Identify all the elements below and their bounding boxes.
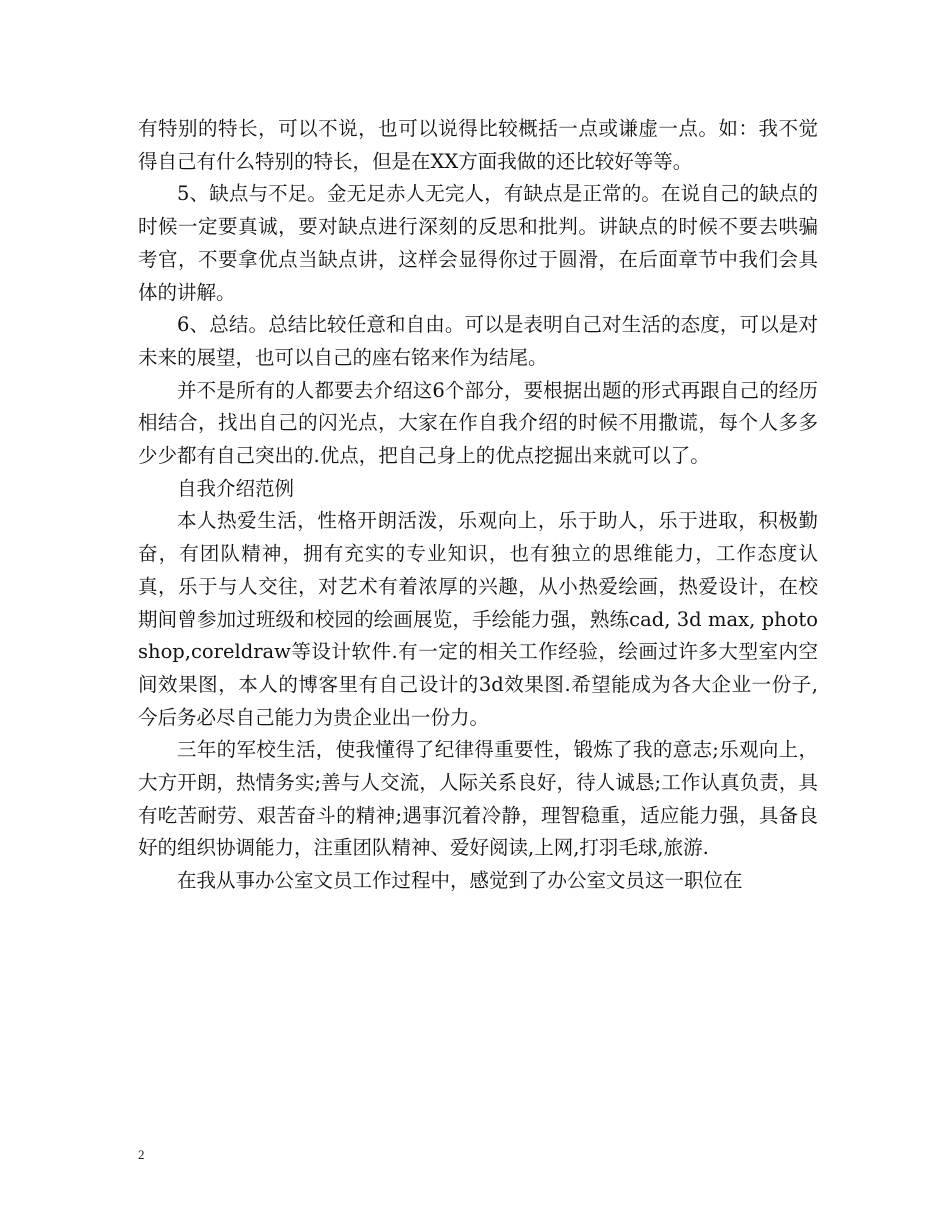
paragraph-summary: 6、总结。总结比较任意和自由。可以是表明自己对生活的态度，可以是对未来的展望，也可以自己的座右铭来作为结尾。 bbox=[138, 313, 818, 369]
document-body bbox=[138, 113, 818, 898]
paragraph-example-3: 在我从事办公室文员工作过程中，感觉到了办公室文员这一职位在 bbox=[177, 869, 743, 893]
paragraph-example-1: 本人热爱生活，性格开朗活泼，乐观向上，乐于助人，乐于进取，积极勤奋，有团队精神，拥有充实的专业知识，也有独立的思维能力，工作态度认真，乐于与人交往，对艺术有着浓厚的兴趣，从小热爱绘画，热爱设计，在校期间曾参加过班级和校园的绘画展览，手绘能力强，熟练cad, 3d max, photoshop,coreldraw等设计软件.有一定的相关工作经验，绘画过许多大型室内空间效果图，本人的博客里有自己设计的3d效果图.希望能成为各大企业一份子,今后务必尽自己能力为贵企业出一份力。 bbox=[138, 509, 818, 729]
paragraph-not-all-parts: 并不是所有的人都要去介绍这6个部分，要根据出题的形式再跟自己的经历相结合，找出自己的闪光点，大家在作自我介绍的时候不用撒谎，每个人多多少少都有自己突出的.优点，把自己身上的优点挖掘出来就可以了。 bbox=[138, 378, 818, 468]
paragraph-shortcomings: 5、缺点与不足。金无足赤人无完人，有缺点是正常的。在说自己的缺点的时候一定要真诚，要对缺点进行深刻的反思和批判。讲缺点的时候不要去哄骗考官，不要拿优点当缺点讲，这样会显得你过于圆滑，在后面章节中我们会具体的讲解。 bbox=[138, 182, 818, 304]
section-heading-examples: 自我介绍范例 bbox=[177, 476, 295, 500]
paragraph-example-2: 三年的军校生活，使我懂得了纪律得重要性，锻炼了我的意志;乐观向上，大方开朗，热情务实;善与人交流，人际关系良好，待人诚恳;工作认真负责，具有吃苦耐劳、艰苦奋斗的精神;遇事沉着冷静，理智稳重，适应能力强，具备良好的组织协调能力，注重团队精神、爱好阅读,上网,打羽毛球,旅游. bbox=[138, 738, 818, 860]
paragraph-specialty-continued: 有特别的特长，可以不说，也可以说得比较概括一点或谦虚一点。如：我不觉得自己有什么特别的特长，但是在XX方面我做的还比较好等等。 bbox=[138, 117, 818, 173]
page-number: 2 bbox=[138, 1147, 145, 1162]
